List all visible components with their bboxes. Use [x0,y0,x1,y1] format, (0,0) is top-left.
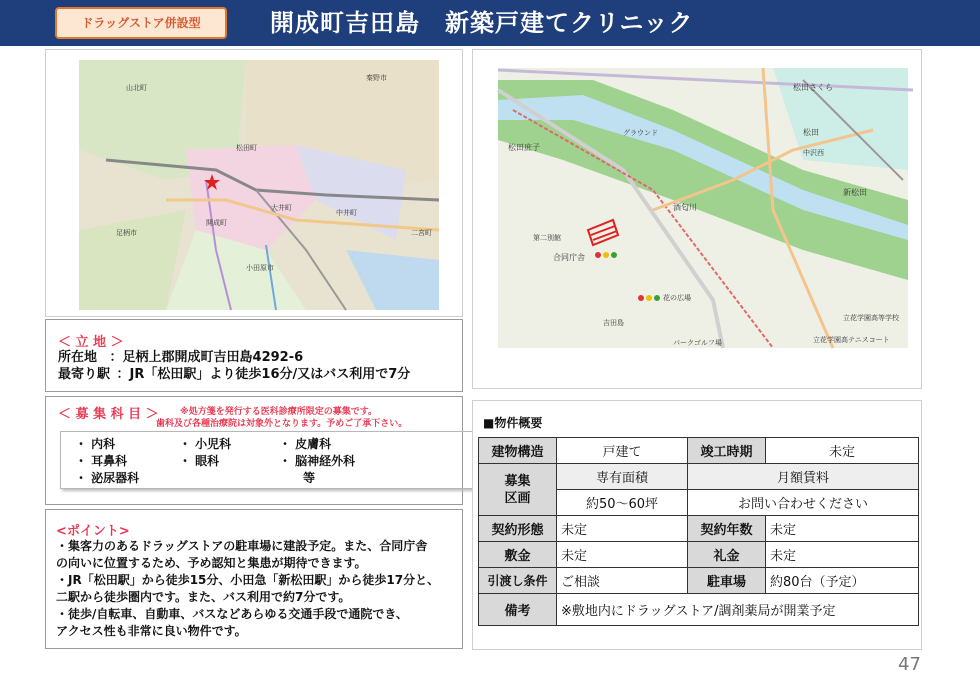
deposit-value: 未定 [557,542,688,568]
station-label: 最寄り駅 [58,367,111,382]
point-line: ・集客力のあるドラッグストアの駐車場に建設予定。また、合同庁舎 [56,539,428,553]
years-value: 未定 [766,516,919,542]
map-label: 二宮町 [411,229,432,237]
completion-label: 竣工時期 [688,438,766,464]
table-row [479,516,919,542]
departments-heading: ＜ 募 集 科 目 ＞ [58,407,159,422]
regional-map-image [46,50,464,318]
recruit-label [479,464,557,516]
map-label: 松田 [803,128,819,137]
table-row [479,542,919,568]
table-row [479,464,919,490]
map-label: 新松田 [843,188,867,197]
station-value: ：JR「松田駅」より徒歩16分/又はバス利用で7分 [116,367,411,382]
map-label: 吉田島 [603,319,624,327]
area-label: 専有面積 [557,464,688,490]
map-label: 中沢西 [803,149,824,157]
recruit-label-line: 区画 [504,490,531,506]
parking-label: 駐車場 [688,568,766,594]
map-label: 立花学園高等学校 [843,314,899,322]
map-label: 松田町 [236,144,257,152]
key-money-label: 礼金 [688,542,766,568]
page-number: 47 [898,654,921,675]
map-label: 花の広場 [663,294,691,302]
area-value: 約50〜60坪 [557,490,688,516]
property-heading: ■物件概要 [483,416,543,430]
regional-map [45,49,463,317]
department-item: ・ 泌尿器科 [75,471,140,485]
rent-value: お問い合わせください [688,490,919,516]
address-value: ：足柄上郡開成町吉田島4292-6 [109,350,304,365]
point-line: 二駅から徒歩圏内です。また、バス利用で約7分です。 [56,590,351,604]
map-label: 松田庶子 [508,143,540,152]
key-money-value: 未定 [766,542,919,568]
completion-value: 未定 [766,438,919,464]
table-row [479,438,919,464]
points-section [45,509,463,649]
deposit-label: 敷金 [479,542,557,568]
departments-section [45,396,463,505]
local-map-image [473,50,923,390]
map-label: パークゴルフ場 [673,339,722,347]
map-label: 足柄市 [116,229,137,237]
department-item: 等 [303,471,316,485]
table-row [479,594,919,626]
departments-note-1: ※処方箋を発行する医科診療所限定の募集です。 [180,407,378,417]
handover-label: 引渡し条件 [479,568,557,594]
map-label: 山北町 [126,84,147,92]
department-item: ・ 耳鼻科 [75,454,128,468]
point-line: ・徒歩/自転車、自動車、バスなどあらゆる交通手段で通院でき、 [56,607,408,621]
contract-label: 契約形態 [479,516,557,542]
property-table [478,437,919,626]
departments-list [60,431,498,489]
header-bar [0,0,980,46]
department-item: ・ 小児科 [179,437,232,451]
handover-value: ご相談 [557,568,688,594]
years-label: 契約年数 [688,516,766,542]
map-label: 第二別館 [533,234,561,242]
remarks-value: ※敷地内にドラッグストア/調剤薬局が開業予定 [557,594,919,626]
map-label: グラウンド [623,129,658,137]
location-heading: ＜ 立 地 ＞ [58,335,124,350]
points-heading: <ポイント> [56,524,130,539]
recruit-label-line: 募集 [504,473,531,489]
category-tag: ドラッグストア併設型 [55,7,227,39]
table-row [479,568,919,594]
map-label: 中井町 [336,209,357,217]
department-item: ・ 眼科 [179,454,220,468]
map-label: 秦野市 [366,74,387,82]
map-label: 松田さくら [793,83,833,92]
point-line: アクセス性も非常に良い物件です。 [56,624,247,638]
local-map [472,49,922,389]
department-item: ・ 皮膚科 [279,437,332,451]
point-line: の向いに位置するため、予め認知と集患が期待できます。 [56,556,367,570]
map-label: 開成町 [206,219,227,227]
map-label: 酒匂川 [673,203,697,212]
address-label: 所在地 [58,350,98,365]
map-label: 合同庁舎 [553,253,585,262]
page-title: 開成町吉田島 新築戸建てクリニック [270,9,694,37]
point-line: ・JR「松田駅」から徒歩15分、小田急「新松田駅」から徒歩17分と、 [56,573,440,587]
departments-note-2: 歯科及び各種治療院は対象外となります。予めご了承下さい。 [156,419,408,429]
map-label: 大井町 [271,204,292,212]
location-section [45,319,463,392]
parking-value: 約80台（予定） [766,568,919,594]
map-label: 立花学園高テニスコート [813,336,890,344]
department-item: ・ 脳神経外科 [279,454,356,468]
structure-value: 戸建て [557,438,688,464]
department-item: ・ 内科 [75,437,116,451]
contract-value: 未定 [557,516,688,542]
remarks-label: 備考 [479,594,557,626]
structure-label: 建物構造 [479,438,557,464]
rent-label: 月額賃料 [688,464,919,490]
map-label: 小田原市 [246,264,274,272]
